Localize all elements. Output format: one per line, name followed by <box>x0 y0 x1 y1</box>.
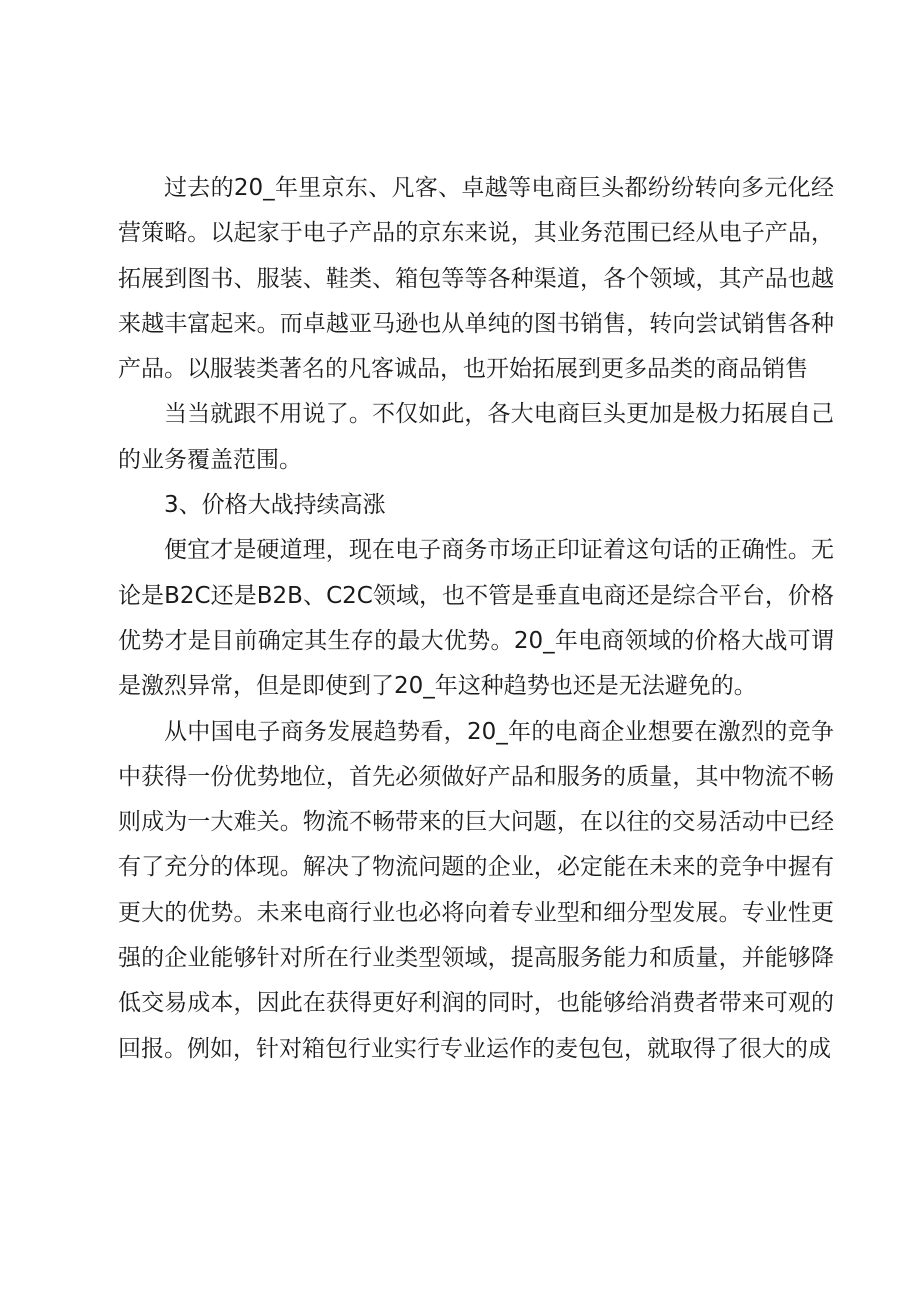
paragraph-diversification: 过去的20_年里京东、凡客、卓越等电商巨头都纷纷转向多元化经营策略。以起家于电子产品的京东来说，其业务范围已经从电子产品，拓展到图书、服装、鞋类、箱包等等各种渠道，各个领域，其产品也越来越丰富起来。而卓越亚马逊也从单纯的图书销售，转向尝试销售各种产品。以服装类著名的凡客诚品，也开始拓展到更多品类的商品销售 <box>118 175 834 383</box>
paragraph-dangdang: 当当就跟不用说了。不仅如此，各大电商巨头更加是极力拓展自己的业务覆盖范围。 <box>118 401 834 473</box>
document-body <box>118 166 834 1072</box>
paragraph-price-war: 便宜才是硬道理，现在电子商务市场正印证着这句话的正确性。无论是B2C还是B2B、C2C领域，也不管是垂直电商还是综合平台，价格优势才是目前确定其生存的最大优势。20_年电商领域的价格大战可谓是激烈异常，但是即使到了20_年这种趋势也还是无法避免的。 <box>118 537 834 700</box>
paragraph-trend: 从中国电子商务发展趋势看，20_年的电商企业想要在激烈的竞争中获得一份优势地位，首先必须做好产品和服务的质量，其中物流不畅则成为一大难关。物流不畅带来的巨大问题，在以往的交易活动中已经有了充分的体现。解决了物流问题的企业，必定能在未来的竞争中握有更大的优势。未来电商行业也必将向着专业型和细分型发展。专业性更强的企业能够针对所在行业类型领域，提高服务能力和质量，并能够降低交易成本，因此在获得更好利润的同时，也能够给消费者带来可观的回报。例如，针对箱包行业实行专业运作的麦包包，就取得了很大的成 <box>118 718 834 1062</box>
section-heading: 3、价格大战持续高涨 <box>164 492 386 519</box>
